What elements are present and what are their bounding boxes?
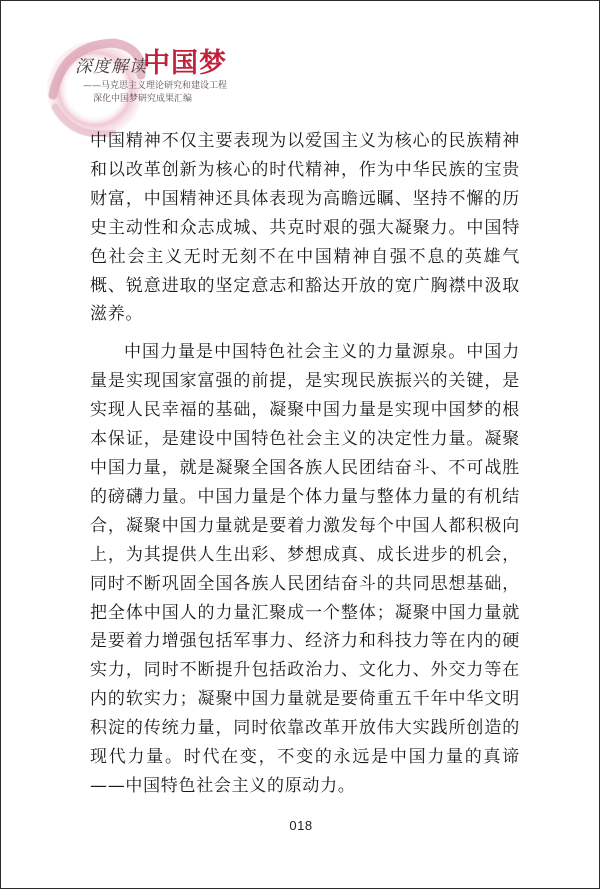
brand-prefix: 深度解读 — [75, 57, 147, 77]
paragraph-1: 中国精神不仅主要表现为以爱国主义为核心的民族精神和以改革创新为核心的时代精神，作为中华民族的宝贵财富，中国精神还具体表现为高瞻远瞩、坚持不懈的历史主动性和众志成城、共克时艰的强大凝聚力。中国特色社会主义无时无刻不在中国精神自强不息的英雄气概、锐意进取的坚定意志和豁达开放的宽广胸襟中汲取滋养。 — [90, 131, 520, 325]
paragraph-2: 中国力量是中国特色社会主义的力量源泉。中国力量是实现国家富强的前提，是实现民族振兴的关键，是实现人民幸福的基础，凝聚中国力量是实现中国梦的根本保证，是建设中国特色社会主义的决定性力量。凝聚中国力量，就是凝聚全国各族人民团结奋斗、不可战胜的磅礴力量。中国力量是个体力量与整体力量的有机结合，凝聚中国力量就是要着力激发每个中国人都积极向上，为其提供人生出彩、梦想成真、成长进步的机会，同时不断巩固全国各族人民团结奋斗的共同思想基础，把全体中国人的力量汇聚成一个整体；凝聚中国力量就是要着力增强包括军事力、经济力和科技力等在内的硬实力，同时不断提升包括政治力、文化力、外交力等在内的软实力；凝聚中国力量就是要倚重五千年中华文明积淀的传统力量，同时依靠改革开放伟大实践所创造的现代力量。时代在变，不变的永远是中国力量的真谛——中国特色社会主义的原动力。 — [90, 342, 520, 796]
series-subtitle: ——马克思主义理论研究和建设工程 — [83, 81, 228, 91]
series-subtitle-secondary: 深化中国梦研究成果汇编 — [93, 94, 193, 104]
brand-title: 中国梦 — [143, 48, 227, 79]
body-text — [90, 127, 520, 801]
page-number: 018 — [289, 818, 313, 833]
